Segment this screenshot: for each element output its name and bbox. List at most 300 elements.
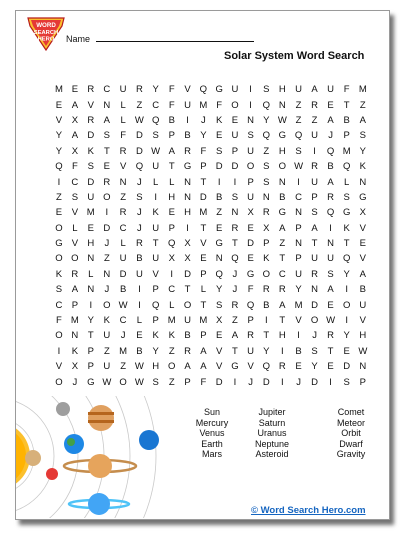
- grid-letter[interactable]: D: [87, 130, 95, 142]
- grid-letter[interactable]: U: [247, 191, 255, 203]
- grid-letter[interactable]: O: [55, 222, 63, 234]
- grid-letter[interactable]: W: [134, 114, 144, 126]
- grid-letter[interactable]: Y: [216, 284, 223, 296]
- grid-letter[interactable]: B: [263, 299, 270, 311]
- grid-letter[interactable]: E: [327, 361, 334, 373]
- grid-letter[interactable]: Y: [87, 315, 94, 327]
- grid-letter[interactable]: S: [343, 376, 350, 388]
- grid-letter[interactable]: Y: [55, 145, 63, 157]
- grid-letter[interactable]: R: [119, 145, 127, 157]
- grid-letter[interactable]: O: [55, 376, 63, 388]
- grid-letter[interactable]: I: [345, 315, 348, 327]
- grid-letter[interactable]: J: [137, 207, 142, 219]
- grid-letter[interactable]: S: [103, 130, 111, 142]
- grid-letter[interactable]: U: [295, 84, 303, 96]
- grid-letter[interactable]: U: [152, 222, 160, 234]
- grid-letter[interactable]: F: [247, 284, 254, 296]
- grid-letter[interactable]: C: [71, 176, 79, 188]
- grid-letter[interactable]: T: [103, 145, 110, 157]
- grid-letter[interactable]: P: [168, 130, 175, 142]
- grid-letter[interactable]: N: [247, 114, 255, 126]
- grid-letter[interactable]: E: [55, 207, 63, 219]
- grid-letter[interactable]: V: [200, 238, 207, 250]
- grid-letter[interactable]: T: [311, 238, 318, 250]
- grid-letter[interactable]: P: [263, 238, 270, 250]
- grid-letter[interactable]: D: [135, 145, 143, 157]
- grid-letter[interactable]: E: [103, 161, 111, 173]
- grid-letter[interactable]: C: [119, 222, 127, 234]
- grid-letter[interactable]: D: [199, 191, 207, 203]
- grid-letter[interactable]: O: [231, 99, 239, 111]
- grid-letter[interactable]: I: [233, 376, 237, 388]
- grid-letter[interactable]: D: [311, 299, 319, 311]
- grid-letter[interactable]: X: [263, 222, 270, 234]
- grid-letter[interactable]: I: [249, 84, 252, 96]
- grid-letter[interactable]: C: [119, 315, 127, 327]
- grid-letter[interactable]: L: [88, 268, 94, 280]
- grid-letter[interactable]: O: [71, 253, 79, 265]
- grid-letter[interactable]: C: [152, 99, 160, 111]
- grid-letter[interactable]: Q: [342, 161, 351, 173]
- grid-letter[interactable]: Q: [151, 114, 160, 126]
- grid-letter[interactable]: X: [71, 114, 79, 126]
- grid-letter[interactable]: I: [217, 176, 221, 188]
- grid-letter[interactable]: R: [327, 330, 334, 342]
- grid-letter[interactable]: R: [231, 299, 239, 311]
- grid-letter[interactable]: S: [263, 176, 270, 188]
- grid-letter[interactable]: Z: [103, 253, 110, 265]
- grid-letter[interactable]: O: [55, 330, 63, 342]
- grid-letter[interactable]: I: [249, 99, 252, 111]
- grid-letter[interactable]: Z: [56, 191, 62, 203]
- grid-letter[interactable]: N: [295, 238, 303, 250]
- grid-letter[interactable]: P: [311, 191, 318, 203]
- grid-letter[interactable]: N: [87, 253, 95, 265]
- grid-letter[interactable]: N: [311, 284, 319, 296]
- grid-letter[interactable]: Z: [279, 238, 286, 250]
- grid-letter[interactable]: B: [279, 191, 286, 203]
- grid-letter[interactable]: E: [216, 222, 223, 234]
- grid-letter[interactable]: B: [168, 114, 175, 126]
- grid-letter[interactable]: R: [119, 207, 127, 219]
- grid-letter[interactable]: R: [184, 345, 191, 357]
- grid-letter[interactable]: W: [102, 376, 112, 388]
- grid-letter[interactable]: U: [135, 268, 143, 280]
- grid-letter[interactable]: E: [71, 84, 79, 96]
- grid-letter[interactable]: R: [278, 361, 286, 373]
- grid-letter[interactable]: Y: [343, 268, 350, 280]
- grid-letter[interactable]: Y: [152, 345, 159, 357]
- grid-letter[interactable]: V: [295, 315, 302, 327]
- grid-letter[interactable]: A: [168, 145, 175, 157]
- grid-letter[interactable]: D: [231, 161, 239, 173]
- grid-letter[interactable]: A: [279, 299, 286, 311]
- grid-letter[interactable]: K: [55, 268, 63, 280]
- grid-letter[interactable]: E: [168, 207, 175, 219]
- grid-letter[interactable]: S: [359, 130, 366, 142]
- grid-letter[interactable]: S: [263, 84, 270, 96]
- grid-letter[interactable]: A: [327, 176, 334, 188]
- grid-letter[interactable]: N: [327, 238, 334, 250]
- grid-letter[interactable]: G: [246, 268, 255, 280]
- grid-letter[interactable]: N: [295, 207, 303, 219]
- grid-letter[interactable]: F: [168, 84, 175, 96]
- grid-letter[interactable]: R: [184, 145, 191, 157]
- grid-letter[interactable]: K: [216, 114, 223, 126]
- grid-letter[interactable]: T: [343, 99, 350, 111]
- grid-letter[interactable]: Q: [262, 361, 271, 373]
- grid-letter[interactable]: S: [55, 284, 63, 296]
- grid-letter[interactable]: G: [215, 84, 223, 96]
- grid-letter[interactable]: R: [262, 284, 270, 296]
- grid-letter[interactable]: V: [359, 222, 366, 234]
- grid-letter[interactable]: H: [184, 207, 191, 219]
- grid-letter[interactable]: M: [199, 207, 208, 219]
- grid-letter[interactable]: Z: [168, 376, 175, 388]
- grid-letter[interactable]: I: [105, 207, 109, 219]
- grid-letter[interactable]: O: [103, 299, 111, 311]
- grid-letter[interactable]: T: [231, 238, 238, 250]
- grid-letter[interactable]: V: [247, 361, 254, 373]
- grid-letter[interactable]: F: [168, 99, 175, 111]
- grid-letter[interactable]: X: [184, 238, 191, 250]
- grid-letter[interactable]: C: [278, 268, 286, 280]
- grid-letter[interactable]: E: [216, 330, 223, 342]
- grid-letter[interactable]: V: [359, 315, 366, 327]
- grid-letter[interactable]: K: [359, 161, 366, 173]
- grid-letter[interactable]: E: [136, 330, 143, 342]
- grid-letter[interactable]: H: [278, 145, 286, 157]
- grid-letter[interactable]: V: [119, 161, 127, 173]
- grid-letter[interactable]: N: [184, 176, 191, 188]
- grid-letter[interactable]: M: [54, 84, 63, 96]
- grid-letter[interactable]: F: [200, 376, 207, 388]
- grid-letter[interactable]: Q: [246, 299, 255, 311]
- grid-letter[interactable]: W: [294, 161, 304, 173]
- grid-letter[interactable]: O: [119, 376, 127, 388]
- grid-letter[interactable]: M: [342, 145, 351, 157]
- grid-letter[interactable]: A: [71, 284, 79, 296]
- grid-letter[interactable]: Q: [231, 253, 239, 265]
- grid-letter[interactable]: E: [216, 130, 223, 142]
- grid-letter[interactable]: S: [152, 130, 159, 142]
- grid-letter[interactable]: S: [311, 345, 318, 357]
- grid-letter[interactable]: S: [295, 145, 302, 157]
- grid-letter[interactable]: U: [295, 268, 303, 280]
- grid-letter[interactable]: S: [327, 268, 334, 280]
- grid-letter[interactable]: N: [87, 284, 95, 296]
- grid-letter[interactable]: N: [215, 253, 223, 265]
- grid-letter[interactable]: J: [104, 284, 110, 296]
- grid-letter[interactable]: B: [136, 345, 143, 357]
- grid-letter[interactable]: Y: [359, 145, 366, 157]
- grid-letter[interactable]: U: [231, 84, 239, 96]
- grid-letter[interactable]: H: [278, 84, 286, 96]
- grid-letter[interactable]: L: [169, 299, 175, 311]
- grid-letter[interactable]: H: [168, 191, 176, 203]
- grid-letter[interactable]: T: [263, 330, 270, 342]
- grid-letter[interactable]: I: [154, 191, 157, 203]
- grid-letter[interactable]: V: [216, 361, 223, 373]
- grid-letter[interactable]: U: [152, 161, 160, 173]
- grid-letter[interactable]: P: [231, 145, 239, 157]
- grid-letter[interactable]: P: [200, 161, 207, 173]
- grid-letter[interactable]: E: [247, 253, 254, 265]
- grid-letter[interactable]: M: [358, 84, 367, 96]
- grid-letter[interactable]: A: [311, 84, 318, 96]
- grid-letter[interactable]: M: [167, 315, 176, 327]
- grid-letter[interactable]: U: [152, 253, 160, 265]
- grid-letter[interactable]: Q: [326, 207, 335, 219]
- grid-letter[interactable]: D: [247, 238, 255, 250]
- grid-letter[interactable]: Z: [295, 99, 302, 111]
- grid-letter[interactable]: U: [119, 84, 127, 96]
- grid-letter[interactable]: Z: [168, 345, 175, 357]
- grid-letter[interactable]: B: [343, 114, 350, 126]
- grid-letter[interactable]: Z: [231, 315, 238, 327]
- grid-letter[interactable]: T: [168, 161, 175, 173]
- grid-letter[interactable]: G: [342, 207, 351, 219]
- grid-letter[interactable]: R: [311, 268, 319, 280]
- grid-letter[interactable]: R: [231, 222, 239, 234]
- grid-letter[interactable]: B: [119, 284, 127, 296]
- grid-letter[interactable]: H: [359, 330, 367, 342]
- grid-letter[interactable]: E: [200, 253, 207, 265]
- grid-letter[interactable]: K: [263, 253, 270, 265]
- grid-letter[interactable]: G: [231, 361, 239, 373]
- grid-letter[interactable]: K: [103, 315, 111, 327]
- grid-letter[interactable]: C: [295, 191, 303, 203]
- grid-letter[interactable]: T: [87, 330, 94, 342]
- grid-letter[interactable]: Y: [263, 345, 270, 357]
- grid-letter[interactable]: X: [359, 207, 366, 219]
- grid-letter[interactable]: I: [57, 176, 61, 188]
- grid-letter[interactable]: E: [327, 99, 334, 111]
- grid-letter[interactable]: N: [278, 176, 286, 188]
- grid-letter[interactable]: B: [295, 345, 302, 357]
- grid-letter[interactable]: S: [343, 191, 350, 203]
- grid-letter[interactable]: E: [327, 299, 334, 311]
- grid-letter[interactable]: C: [55, 299, 63, 311]
- grid-letter[interactable]: N: [278, 99, 286, 111]
- grid-letter[interactable]: A: [71, 99, 79, 111]
- grid-letter[interactable]: N: [359, 361, 367, 373]
- grid-letter[interactable]: W: [134, 376, 144, 388]
- grid-letter[interactable]: I: [57, 345, 61, 357]
- grid-letter[interactable]: F: [56, 315, 62, 327]
- grid-letter[interactable]: X: [216, 315, 223, 327]
- grid-letter[interactable]: X: [247, 207, 254, 219]
- grid-letter[interactable]: U: [103, 330, 111, 342]
- grid-letter[interactable]: F: [120, 130, 127, 142]
- grid-letter[interactable]: T: [152, 238, 159, 250]
- grid-letter[interactable]: J: [232, 268, 238, 280]
- grid-letter[interactable]: M: [70, 315, 79, 327]
- grid-letter[interactable]: V: [55, 114, 63, 126]
- grid-letter[interactable]: S: [87, 161, 94, 173]
- grid-letter[interactable]: O: [342, 299, 351, 311]
- grid-letter[interactable]: N: [119, 176, 127, 188]
- grid-letter[interactable]: G: [278, 207, 287, 219]
- grid-letter[interactable]: U: [327, 84, 334, 96]
- grid-letter[interactable]: V: [216, 345, 223, 357]
- grid-letter[interactable]: D: [119, 268, 127, 280]
- grid-letter[interactable]: Z: [136, 99, 143, 111]
- grid-letter[interactable]: A: [279, 222, 286, 234]
- grid-letter[interactable]: C: [168, 284, 176, 296]
- grid-letter[interactable]: O: [246, 161, 255, 173]
- grid-letter[interactable]: R: [311, 99, 319, 111]
- grid-letter[interactable]: O: [278, 161, 287, 173]
- grid-letter[interactable]: V: [87, 99, 94, 111]
- grid-letter[interactable]: I: [138, 284, 141, 296]
- grid-letter[interactable]: O: [55, 253, 63, 265]
- grid-letter[interactable]: K: [168, 330, 175, 342]
- grid-letter[interactable]: Q: [151, 299, 160, 311]
- grid-letter[interactable]: J: [200, 114, 206, 126]
- grid-letter[interactable]: I: [186, 114, 189, 126]
- grid-letter[interactable]: D: [343, 361, 351, 373]
- grid-letter[interactable]: R: [71, 268, 79, 280]
- grid-letter[interactable]: L: [344, 176, 350, 188]
- grid-letter[interactable]: Q: [262, 130, 271, 142]
- grid-letter[interactable]: E: [247, 222, 254, 234]
- grid-letter[interactable]: W: [134, 361, 144, 373]
- grid-letter[interactable]: U: [311, 253, 319, 265]
- grid-letter[interactable]: K: [343, 222, 350, 234]
- grid-letter[interactable]: T: [184, 284, 191, 296]
- grid-letter[interactable]: P: [247, 315, 254, 327]
- grid-letter[interactable]: T: [343, 238, 350, 250]
- grid-letter[interactable]: P: [359, 376, 366, 388]
- grid-letter[interactable]: O: [183, 299, 192, 311]
- grid-letter[interactable]: K: [71, 345, 79, 357]
- grid-letter[interactable]: J: [232, 284, 238, 296]
- grid-letter[interactable]: J: [137, 176, 142, 188]
- grid-letter[interactable]: R: [327, 191, 334, 203]
- grid-letter[interactable]: L: [169, 176, 175, 188]
- grid-letter[interactable]: Z: [311, 114, 318, 126]
- grid-letter[interactable]: M: [199, 315, 208, 327]
- grid-letter[interactable]: P: [152, 284, 159, 296]
- grid-letter[interactable]: I: [281, 345, 284, 357]
- grid-letter[interactable]: N: [71, 330, 79, 342]
- grid-letter[interactable]: M: [294, 299, 303, 311]
- grid-letter[interactable]: U: [87, 191, 95, 203]
- grid-letter[interactable]: R: [87, 84, 95, 96]
- grid-letter[interactable]: R: [278, 284, 286, 296]
- grid-letter[interactable]: I: [329, 376, 332, 388]
- grid-letter[interactable]: A: [103, 114, 111, 126]
- grid-letter[interactable]: Z: [295, 114, 302, 126]
- grid-letter[interactable]: B: [136, 253, 143, 265]
- grid-letter[interactable]: Q: [215, 268, 223, 280]
- grid-letter[interactable]: N: [103, 99, 111, 111]
- grid-letter[interactable]: P: [168, 222, 175, 234]
- grid-letter[interactable]: R: [262, 207, 270, 219]
- grid-letter[interactable]: I: [170, 268, 174, 280]
- grid-letter[interactable]: Q: [262, 99, 271, 111]
- grid-letter[interactable]: F: [216, 99, 223, 111]
- grid-letter[interactable]: T: [279, 253, 286, 265]
- grid-letter[interactable]: A: [71, 130, 79, 142]
- grid-letter[interactable]: S: [152, 376, 159, 388]
- grid-letter[interactable]: V: [359, 253, 366, 265]
- grid-letter[interactable]: T: [200, 222, 207, 234]
- grid-letter[interactable]: U: [247, 345, 255, 357]
- grid-letter[interactable]: K: [152, 207, 159, 219]
- grid-letter[interactable]: E: [231, 114, 239, 126]
- grid-letter[interactable]: B: [359, 284, 366, 296]
- grid-letter[interactable]: X: [71, 145, 79, 157]
- grid-letter[interactable]: I: [329, 222, 332, 234]
- grid-letter[interactable]: C: [103, 84, 111, 96]
- grid-letter[interactable]: M: [86, 207, 95, 219]
- grid-letter[interactable]: W: [151, 145, 161, 157]
- grid-letter[interactable]: J: [72, 376, 78, 388]
- grid-letter[interactable]: Y: [55, 130, 63, 142]
- grid-letter[interactable]: P: [200, 330, 207, 342]
- grid-letter[interactable]: V: [184, 84, 191, 96]
- grid-letter[interactable]: L: [72, 222, 78, 234]
- grid-letter[interactable]: W: [118, 299, 128, 311]
- grid-letter[interactable]: H: [278, 330, 286, 342]
- grid-letter[interactable]: V: [71, 238, 79, 250]
- grid-letter[interactable]: L: [120, 114, 126, 126]
- grid-letter[interactable]: B: [327, 161, 334, 173]
- grid-letter[interactable]: K: [152, 330, 159, 342]
- grid-letter[interactable]: P: [87, 345, 94, 357]
- grid-letter[interactable]: J: [296, 376, 301, 388]
- grid-letter[interactable]: U: [184, 315, 191, 327]
- grid-letter[interactable]: I: [297, 176, 300, 188]
- grid-letter[interactable]: P: [71, 299, 79, 311]
- grid-letter[interactable]: B: [184, 130, 191, 142]
- grid-letter[interactable]: S: [216, 145, 223, 157]
- grid-letter[interactable]: A: [327, 114, 334, 126]
- grid-letter[interactable]: D: [215, 376, 223, 388]
- grid-letter[interactable]: U: [103, 361, 111, 373]
- grid-letter[interactable]: I: [345, 284, 348, 296]
- grid-letter[interactable]: A: [327, 284, 334, 296]
- grid-letter[interactable]: W: [358, 345, 368, 357]
- grid-letter[interactable]: J: [248, 376, 253, 388]
- grid-letter[interactable]: I: [89, 299, 93, 311]
- grid-letter[interactable]: I: [138, 299, 141, 311]
- grid-letter[interactable]: R: [87, 114, 95, 126]
- grid-letter[interactable]: G: [55, 238, 63, 250]
- grid-letter[interactable]: H: [152, 361, 160, 373]
- grid-letter[interactable]: Z: [120, 361, 127, 373]
- grid-letter[interactable]: U: [184, 99, 191, 111]
- grid-letter[interactable]: U: [359, 299, 367, 311]
- grid-letter[interactable]: N: [184, 191, 191, 203]
- grid-letter[interactable]: Y: [343, 330, 350, 342]
- grid-letter[interactable]: A: [359, 268, 366, 280]
- grid-letter[interactable]: O: [262, 268, 271, 280]
- grid-letter[interactable]: P: [184, 376, 191, 388]
- grid-letter[interactable]: Z: [120, 191, 127, 203]
- grid-letter[interactable]: J: [137, 222, 142, 234]
- grid-letter[interactable]: J: [312, 330, 317, 342]
- grid-letter[interactable]: E: [359, 238, 366, 250]
- grid-letter[interactable]: G: [87, 376, 95, 388]
- grid-letter[interactable]: A: [231, 330, 239, 342]
- grid-letter[interactable]: Q: [294, 130, 303, 142]
- grid-letter[interactable]: M: [119, 345, 128, 357]
- grid-letter[interactable]: D: [311, 376, 319, 388]
- grid-letter[interactable]: V: [71, 207, 79, 219]
